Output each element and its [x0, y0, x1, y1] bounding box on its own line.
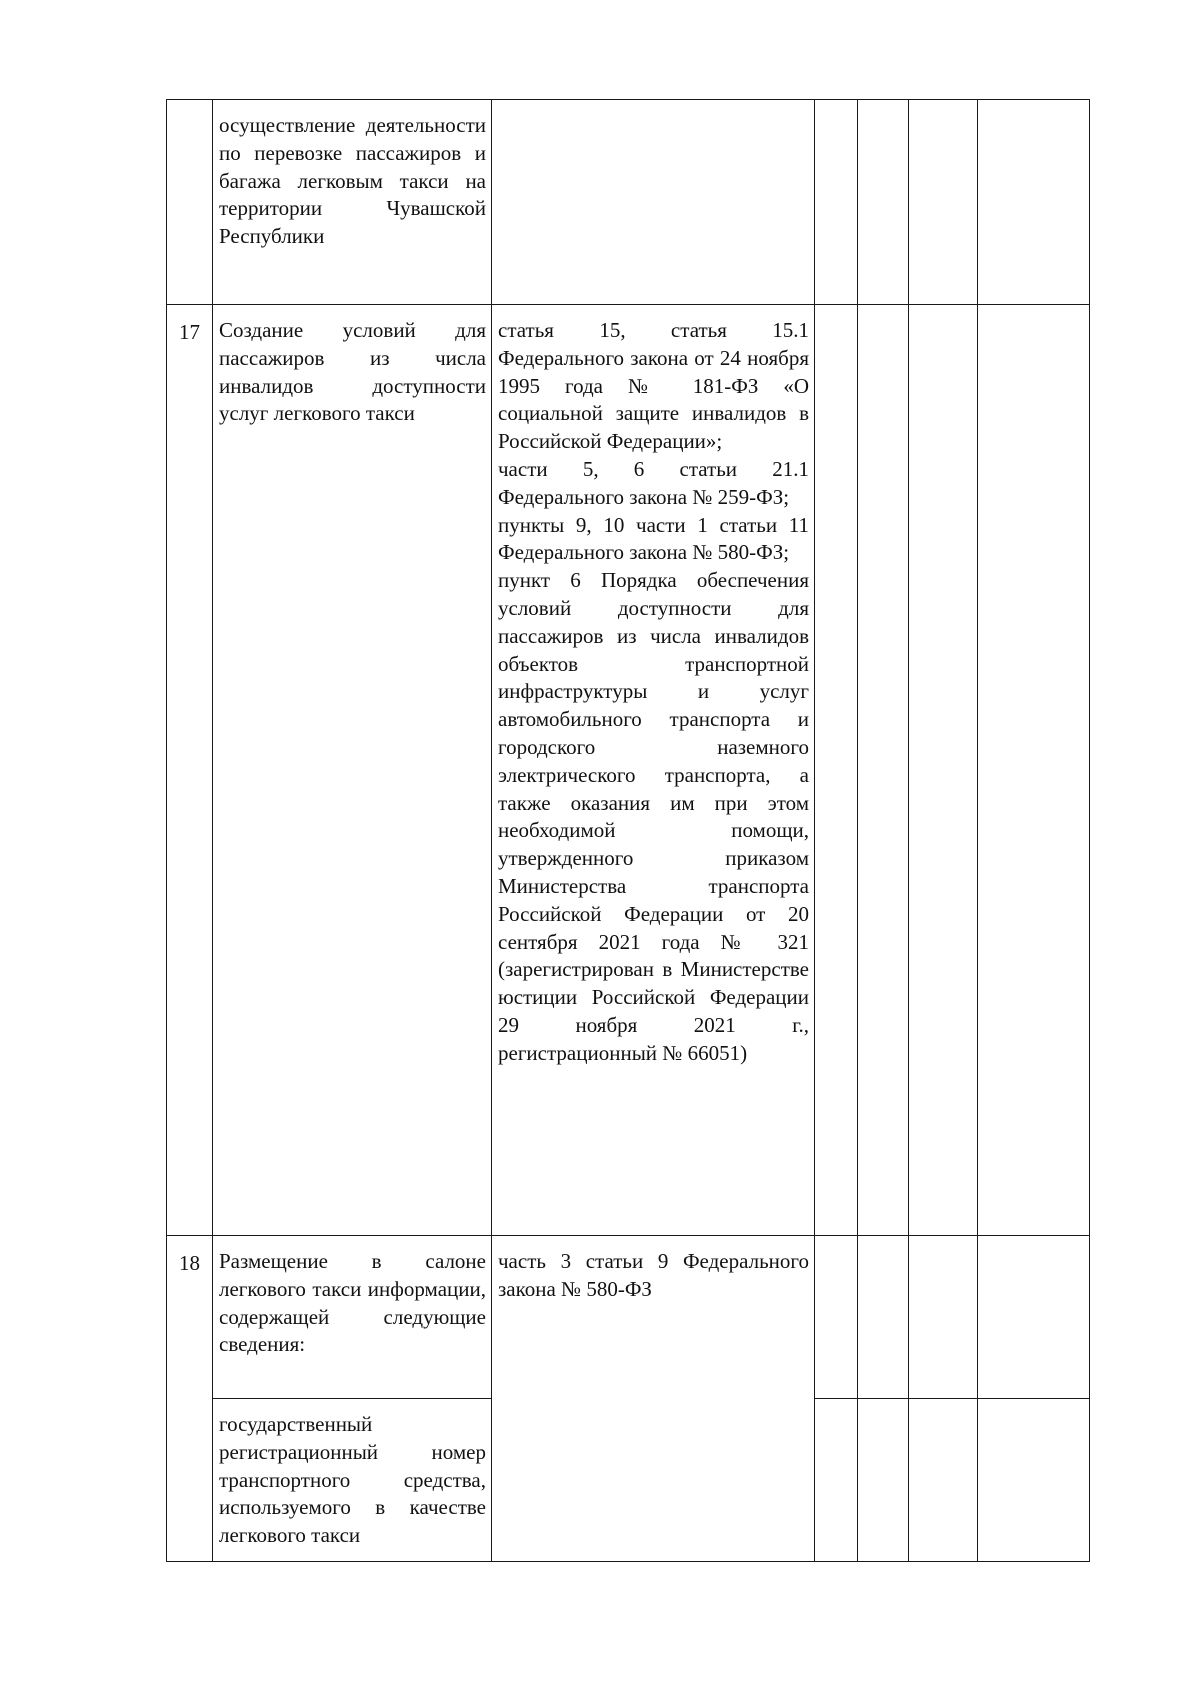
- answer-cell: [858, 100, 909, 305]
- row-number: 17: [179, 320, 200, 344]
- sub-requirement-text: государственный регистрационный номер транспортного средства, используемого в качестве легкового такси: [219, 1412, 486, 1548]
- answer-cell: [858, 1399, 909, 1562]
- legal-basis-paragraph: части 5, 6 статьи 21.1 Федерального закона № 259-ФЗ;: [498, 456, 809, 509]
- requirement-cell: [213, 1399, 492, 1562]
- answer-cell: [815, 100, 858, 305]
- answer-cell: [858, 1236, 909, 1399]
- table-row: [167, 1236, 1090, 1399]
- answer-cell: [815, 1399, 858, 1562]
- note-cell: [978, 100, 1090, 305]
- note-cell: [978, 1399, 1090, 1562]
- legal-basis-cell: [492, 1236, 815, 1562]
- requirement-text: Размещение в салоне легкового такси информации, содержащей следующие сведения:: [219, 1249, 486, 1357]
- answer-cell: [909, 100, 978, 305]
- requirement-cell: [213, 1236, 492, 1399]
- legal-basis-paragraph: пункт 6 Порядка обеспечения условий доступности для пассажиров из числа инвалидов объектов транспортной инфраструктуры и услуг автомобильного транспорта и городского наземного электрического транспорта, а также оказания им при этом необходимой помощи, утвержденного приказом Министерства транспорта Российской Федерации от 20 сентября 2021 года № 321 (зарегистрирован в Министерстве юстиции Российской Федерации 29 ноября 2021 г., регистрационный № 66051): [498, 568, 809, 1065]
- answer-cell: [909, 1236, 978, 1399]
- requirement-cell: [213, 100, 492, 305]
- answer-cell: [815, 1236, 858, 1399]
- legal-basis-cell: [492, 305, 815, 1236]
- row-number: 18: [179, 1251, 200, 1275]
- legal-basis-paragraph: часть 3 статьи 9 Федерального закона № 580-ФЗ: [498, 1249, 809, 1301]
- legal-basis-paragraph: статья 15, статья 15.1 Федерального закона от 24 ноября 1995 года № 181-ФЗ «О социальной защите инвалидов в Российской Федерации»;: [498, 318, 809, 454]
- legal-basis-paragraph: пункты 9, 10 части 1 статьи 11 Федерального закона № 580-ФЗ;: [498, 512, 809, 565]
- requirement-cell: [213, 305, 492, 1236]
- answer-cell: [909, 1399, 978, 1562]
- table-row: [167, 100, 1090, 305]
- note-cell: [978, 305, 1090, 1236]
- table-row: [167, 305, 1090, 1236]
- row-number-cell: [167, 1236, 213, 1562]
- requirement-text: осуществление деятельности по перевозке пассажиров и багажа легковым такси на территории Чувашской Республики: [219, 113, 486, 249]
- requirements-table: [166, 99, 1090, 1562]
- row-number-cell: [167, 305, 213, 1236]
- note-cell: [978, 1236, 1090, 1399]
- answer-cell: [858, 305, 909, 1236]
- legal-basis-cell: [492, 100, 815, 305]
- row-number-cell: [167, 100, 213, 305]
- answer-cell: [815, 305, 858, 1236]
- requirement-text: Создание условий для пассажиров из числа инвалидов доступности услуг легкового такси: [219, 318, 486, 426]
- answer-cell: [909, 305, 978, 1236]
